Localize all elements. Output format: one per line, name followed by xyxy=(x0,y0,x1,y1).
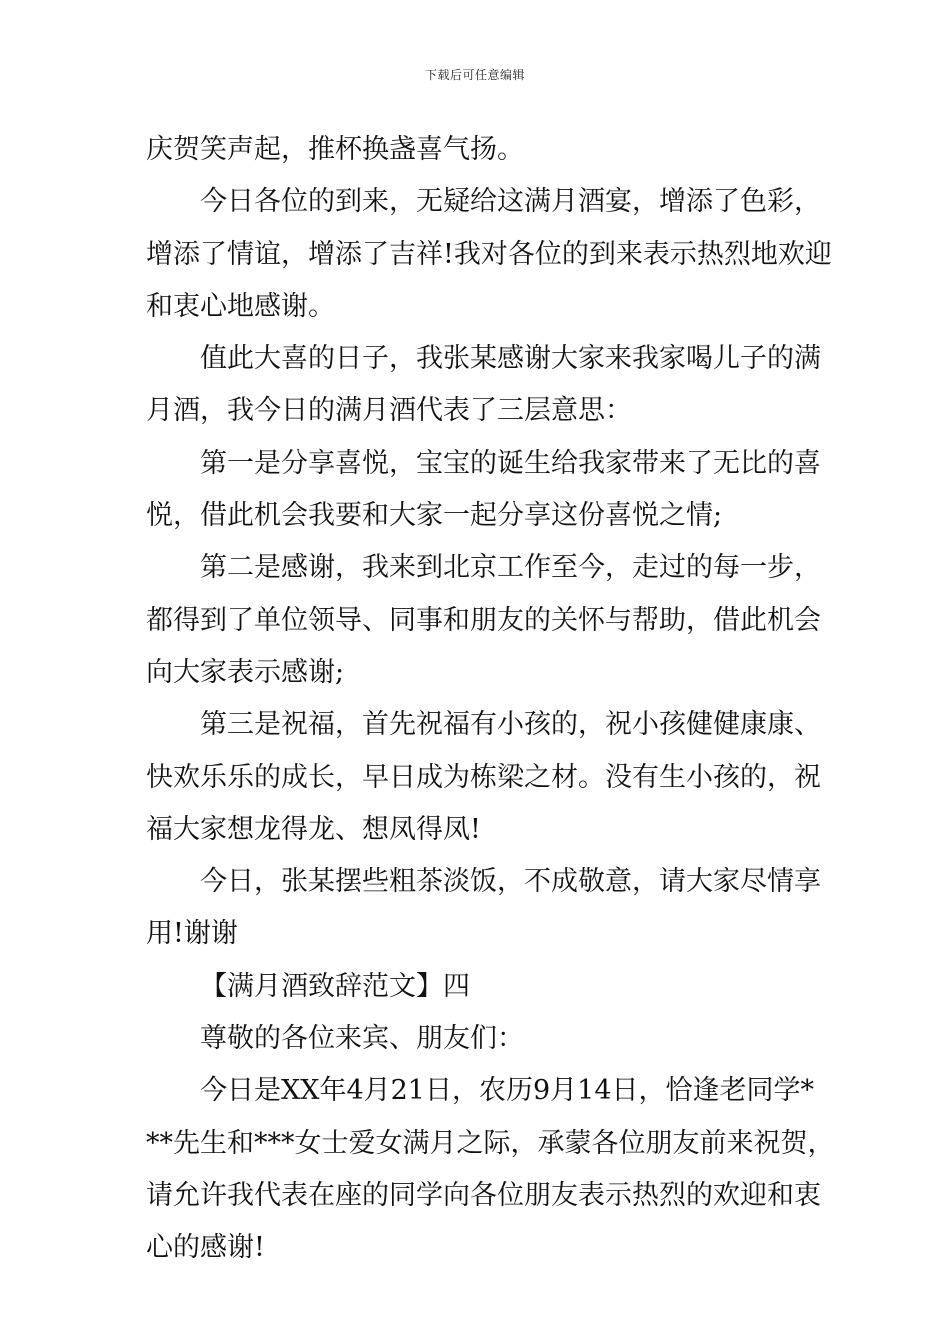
paragraph-line: 用!谢谢 xyxy=(146,918,238,950)
paragraph-line: 庆贺笑声起，推杯换盏喜气扬。 xyxy=(146,134,524,165)
paragraph-line: 月酒，我今日的满月酒代表了三层意思： xyxy=(146,395,632,427)
section-heading: 【满月酒致辞范文】四 xyxy=(200,970,470,1002)
document-body xyxy=(146,124,835,1275)
paragraph-line: 第一是分享喜悦，宝宝的诞生给我家带来了无比的喜 xyxy=(200,447,821,479)
paragraph-line: 请允许我代表在座的同学向各位朋友表示热烈的欢迎和衷 xyxy=(146,1179,821,1211)
paragraph-line: 悦，借此机会我要和大家一起分享这份喜悦之情; xyxy=(146,500,723,532)
paragraph-line: 向大家表示感谢; xyxy=(146,656,345,688)
paragraph-line: 增添了情谊，增添了吉祥!我对各位的到来表示热烈地欢迎 xyxy=(146,238,832,270)
paragraph-line: 和衷心地感谢。 xyxy=(146,290,335,322)
paragraph-line: 今日各位的到来，无疑给这满月酒宴，增添了色彩， xyxy=(200,186,821,218)
paragraph-line: 第二是感谢，我来到北京工作至今，走过的每一步， xyxy=(200,552,821,584)
paragraph-line: 心的感谢! xyxy=(146,1232,265,1264)
paragraph-line: 都得到了单位领导、同事和朋友的关怀与帮助，借此机会 xyxy=(146,604,821,636)
page-header: 下载后可任意编辑 xyxy=(424,68,525,82)
paragraph-line: 今日是XX年4月21日，农历9月14日，恰逢老同学* xyxy=(200,1075,815,1107)
paragraph-line: **先生和***女士爱女满月之际，承蒙各位朋友前来祝贺， xyxy=(146,1127,835,1159)
paragraph-line: 快欢乐乐的成长，早日成为栋梁之材。没有生小孩的，祝 xyxy=(146,761,821,793)
paragraph-line: 值此大喜的日子，我张某感谢大家来我家喝儿子的满 xyxy=(200,343,821,375)
paragraph-line: 第三是祝福，首先祝福有小孩的，祝小孩健健康康、 xyxy=(200,709,821,741)
salutation: 尊敬的各位来宾、朋友们： xyxy=(200,1023,524,1055)
paragraph-line: 今日，张某摆些粗茶淡饭，不成敬意，请大家尽情享 xyxy=(200,866,821,898)
paragraph-line: 福大家想龙得龙、想凤得凤! xyxy=(146,813,481,845)
